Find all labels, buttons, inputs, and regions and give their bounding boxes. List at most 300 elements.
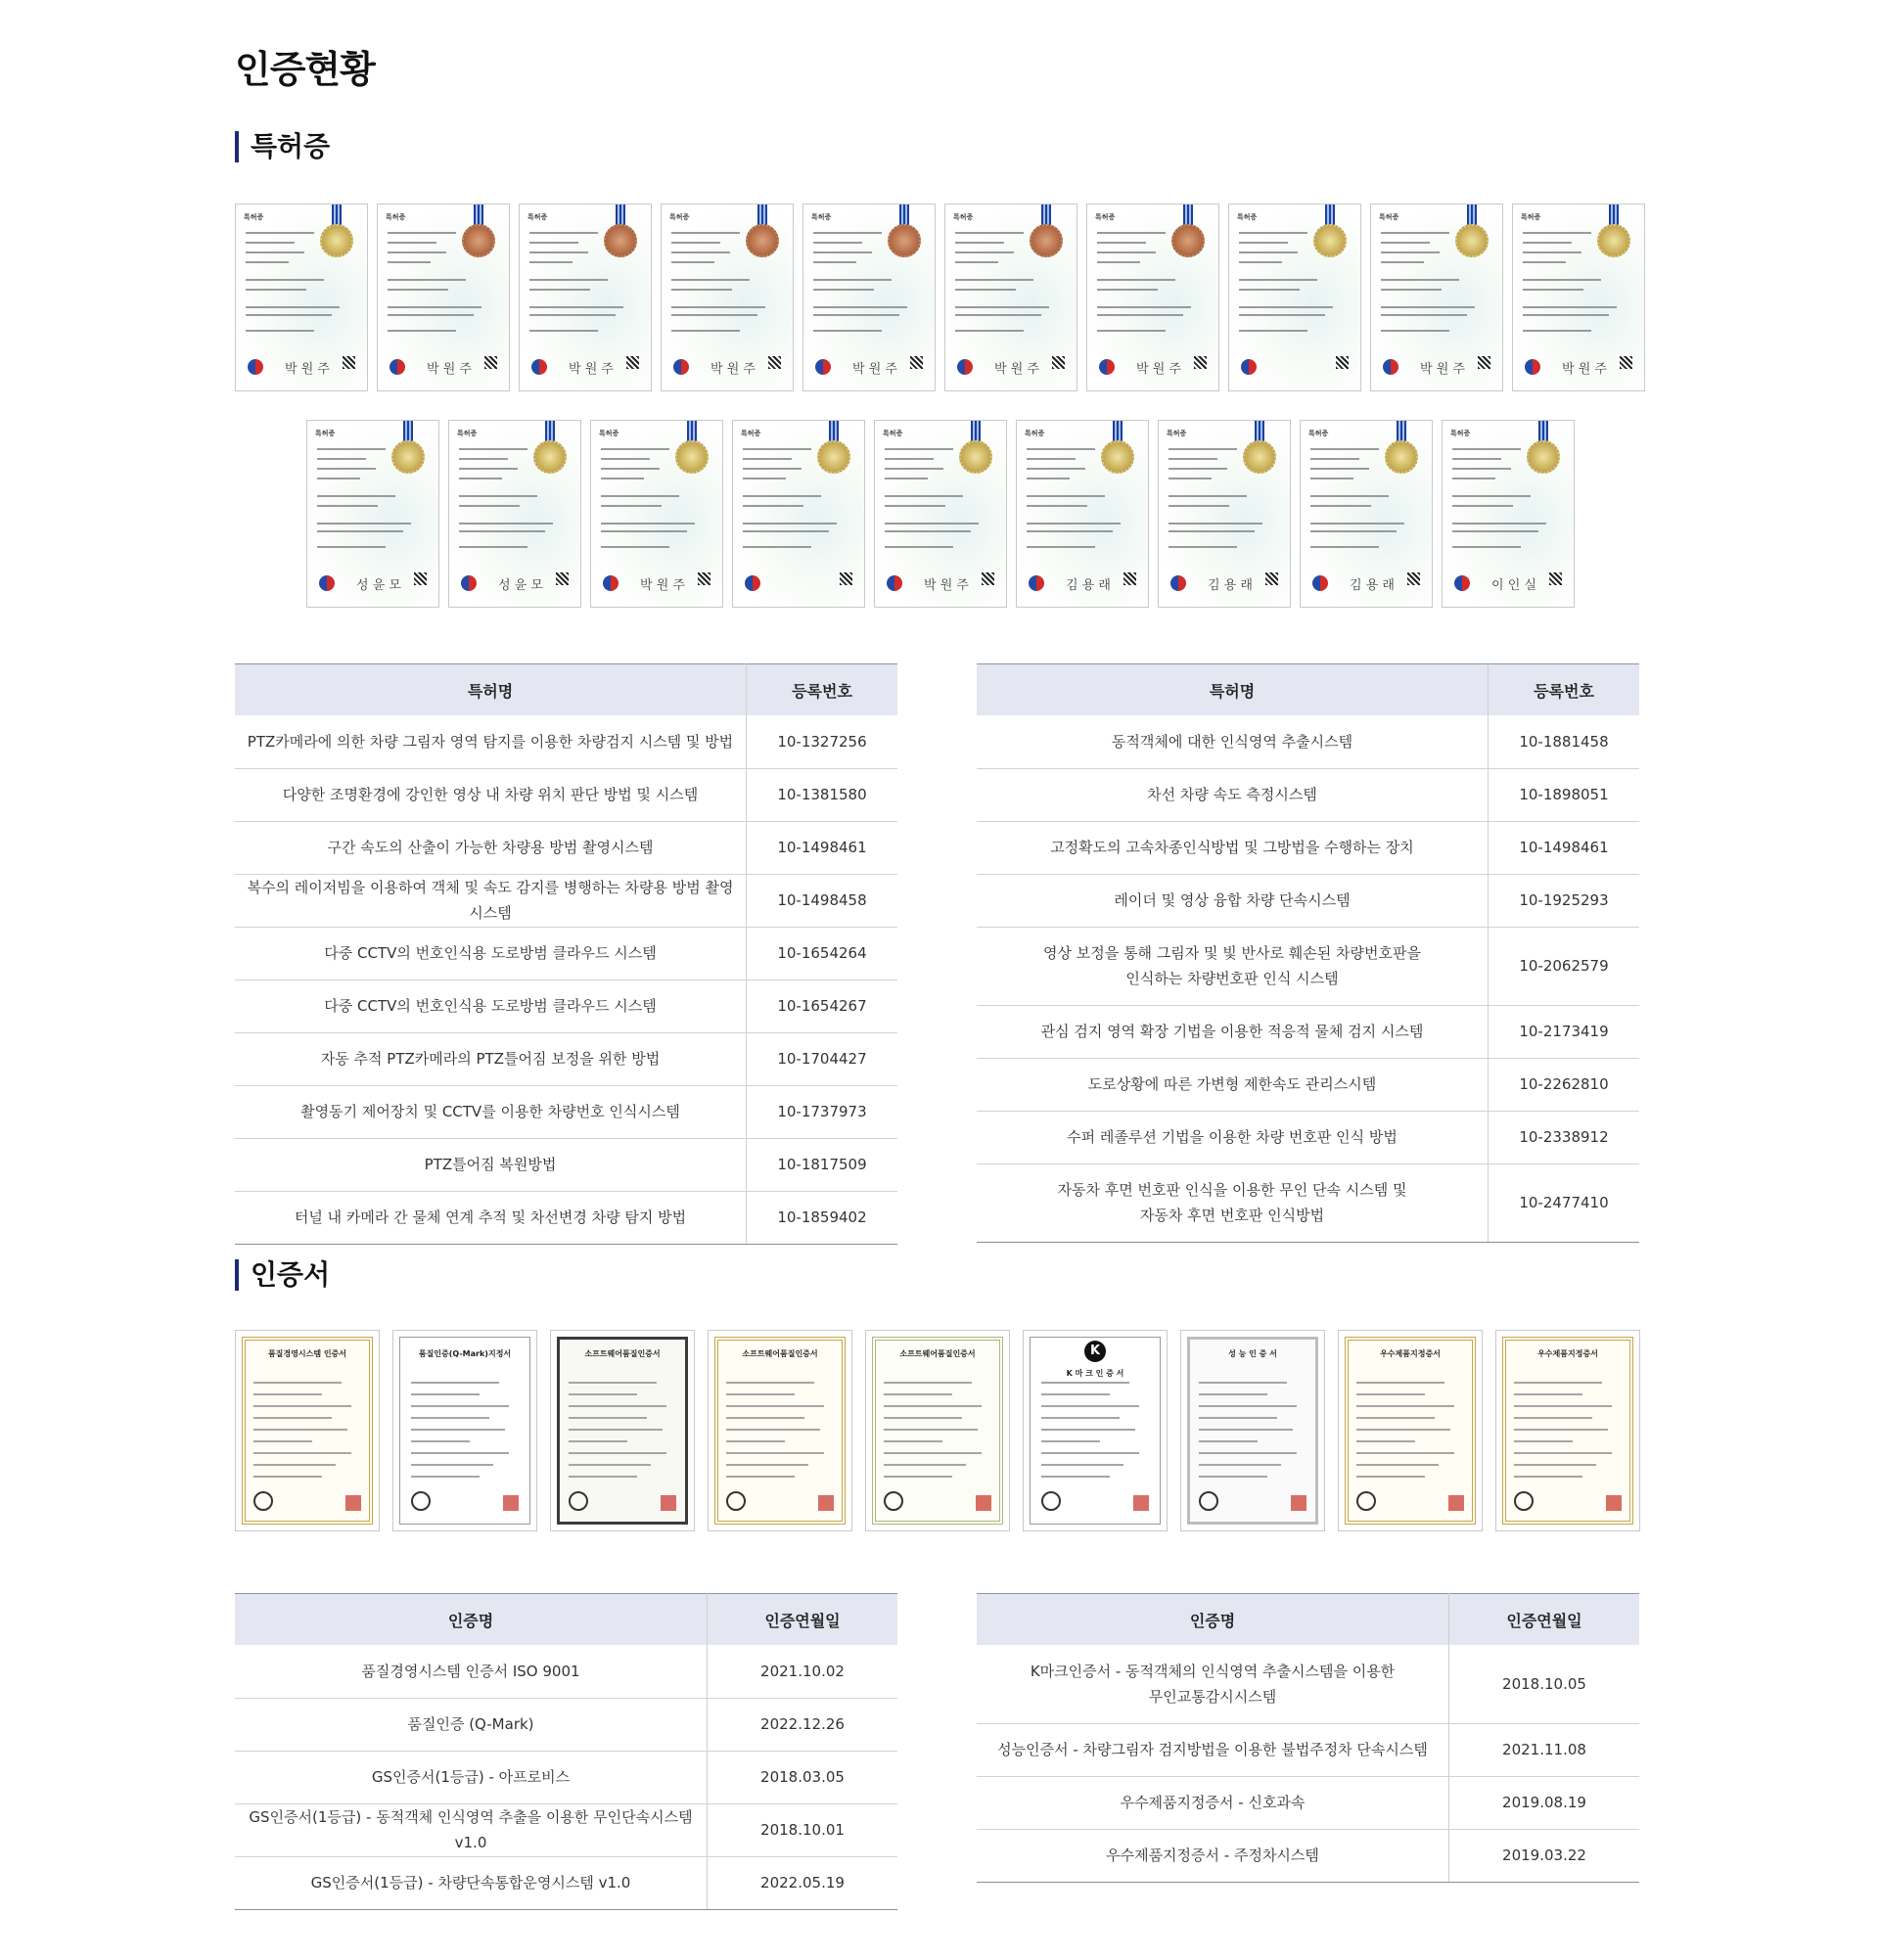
document-text-line <box>1169 495 1247 497</box>
medal-seal-icon <box>1101 440 1134 474</box>
document-text-line <box>726 1417 804 1419</box>
document-text-line <box>529 251 588 253</box>
document-text-line <box>601 458 650 460</box>
table-row <box>977 768 1639 821</box>
certificate-thumbnail-caption: 품질경영시스템 인증서 <box>267 1349 347 1358</box>
document-text-line <box>743 458 792 460</box>
patent-certificate-thumbnail[interactable] <box>944 204 1077 391</box>
patent-table-left <box>235 663 897 1245</box>
document-text-line <box>885 546 953 548</box>
document-text-line <box>726 1382 814 1384</box>
document-text-line <box>1041 1417 1120 1419</box>
qr-code-icon <box>484 356 497 369</box>
table-cell-name: 다중 CCTV의 번호인식용 도로방범 클라우드 시스템 <box>235 927 747 980</box>
certificates-section-title: 인증서 <box>235 1259 330 1291</box>
document-text-line <box>1356 1393 1425 1395</box>
table-cell-name: 레이더 및 영상 융합 차량 단속시스템 <box>977 874 1489 927</box>
patent-thumbnail-caption: 특허증 <box>457 430 478 437</box>
document-text-line <box>1027 530 1113 532</box>
document-text-line <box>1027 523 1121 524</box>
table-cell-name: PTZ카메라에 의한 차량 그림자 영역 탐지를 이용한 차량검지 시스템 및 방법 <box>235 715 747 768</box>
document-text-line <box>569 1464 651 1466</box>
document-text-line <box>601 448 669 450</box>
table-cell-name: GS인증서(1등급) - 차량단속통합운영시스템 v1.0 <box>235 1856 708 1909</box>
document-text-line <box>253 1417 332 1419</box>
document-text-line <box>884 1405 982 1407</box>
table-cell-value: 10-1498461 <box>1489 821 1640 874</box>
document-text-line <box>388 314 474 316</box>
qr-code-icon <box>1265 572 1278 585</box>
certificate-thumbnail[interactable] <box>235 1330 380 1531</box>
document-text-line <box>884 1429 978 1431</box>
certificate-thumbnail[interactable] <box>865 1330 1010 1531</box>
patents-section-title: 특허증 <box>235 131 330 162</box>
table-cell-name: 촬영동기 제어장치 및 CCTV를 이용한 차량번호 인식시스템 <box>235 1085 747 1138</box>
seal-icon <box>569 1491 588 1511</box>
qr-code-icon <box>698 572 710 585</box>
table-cell-name: 품질인증 (Q-Mark) <box>235 1698 708 1751</box>
table-cell-value: 10-1737973 <box>747 1085 898 1138</box>
document-text-line <box>253 1440 312 1442</box>
patent-certificate-thumbnail[interactable] <box>1300 420 1433 608</box>
document-text-line <box>1169 478 1212 479</box>
document-text-line <box>1169 448 1237 450</box>
medal-seal-icon <box>1171 224 1205 257</box>
document-text-line <box>246 314 332 316</box>
document-text-line <box>569 1393 637 1395</box>
patent-certificate-thumbnail[interactable] <box>661 204 794 391</box>
document-text-line <box>1452 448 1521 450</box>
document-text-line <box>529 306 623 308</box>
korea-emblem-icon <box>815 359 831 375</box>
document-text-line <box>1310 458 1359 460</box>
seal-icon <box>726 1491 746 1511</box>
patent-certificate-thumbnail[interactable] <box>377 204 510 391</box>
document-text-line <box>1523 314 1609 316</box>
table-cell-name: 성능인증서 - 차량그림자 검지방법을 이용한 불법주정차 단속시스템 <box>977 1723 1449 1776</box>
table-cell-value: 2019.08.19 <box>1449 1776 1640 1829</box>
document-text-line <box>1097 242 1146 244</box>
korea-emblem-icon <box>461 575 477 591</box>
document-text-line <box>1514 1452 1612 1454</box>
document-text-line <box>1239 279 1317 281</box>
document-text-line <box>1097 279 1175 281</box>
patent-certificate-thumbnail[interactable] <box>1158 420 1291 608</box>
document-text-line <box>1514 1405 1612 1407</box>
document-text-line <box>246 261 289 263</box>
document-text-line <box>1356 1440 1415 1442</box>
patent-thumbnail-caption: 특허증 <box>1379 213 1399 221</box>
patent-thumbnail-caption: 특허증 <box>741 430 761 437</box>
patent-name-header: 특허명 <box>977 664 1489 716</box>
patent-certificate-thumbnail[interactable] <box>802 204 936 391</box>
medal-seal-icon <box>1030 224 1063 257</box>
korea-emblem-icon <box>390 359 405 375</box>
patent-certificate-thumbnail[interactable] <box>1442 420 1575 608</box>
qr-code-icon <box>1194 356 1207 369</box>
table-cell-value: 2021.10.02 <box>708 1645 898 1698</box>
document-text-line <box>253 1429 347 1431</box>
document-text-line <box>813 314 899 316</box>
medal-seal-icon <box>1597 224 1630 257</box>
table-cell-value: 10-1498461 <box>747 821 898 874</box>
korea-emblem-icon <box>603 575 619 591</box>
qr-code-icon <box>910 356 923 369</box>
document-text-line <box>246 242 295 244</box>
certificate-thumbnail-caption: K 마 크 인 증 서 <box>1066 1369 1124 1378</box>
document-text-line <box>1381 261 1424 263</box>
document-text-line <box>743 546 811 548</box>
table-cell-name: 다양한 조명환경에 강인한 영상 내 차량 위치 판단 방법 및 시스템 <box>235 768 747 821</box>
document-text-line <box>726 1405 824 1407</box>
document-text-line <box>884 1393 952 1395</box>
document-text-line <box>569 1405 666 1407</box>
document-text-line <box>1452 495 1531 497</box>
document-text-line <box>1199 1405 1297 1407</box>
document-text-line <box>253 1452 351 1454</box>
document-text-line <box>1356 1429 1450 1431</box>
qr-code-icon <box>556 572 569 585</box>
document-text-line <box>1514 1393 1582 1395</box>
document-text-line <box>671 289 732 291</box>
medal-seal-icon <box>817 440 850 474</box>
certificate-thumbnail[interactable] <box>708 1330 852 1531</box>
official-stamp-icon <box>661 1495 676 1511</box>
table-cell-name: 영상 보정을 통해 그림자 및 빛 반사로 훼손된 차량번호판을 인식하는 차량번호판 인식 시스템 <box>977 927 1489 1005</box>
document-text-line <box>1097 314 1183 316</box>
table-cell-name: 고정확도의 고속차종인식방법 및 그방법을 수행하는 장치 <box>977 821 1489 874</box>
document-text-line <box>955 279 1033 281</box>
document-text-line <box>1310 505 1371 507</box>
document-text-line <box>955 242 1004 244</box>
medal-seal-icon <box>746 224 779 257</box>
official-stamp-icon <box>503 1495 519 1511</box>
document-text-line <box>955 261 998 263</box>
document-text-line <box>459 495 537 497</box>
seal-icon <box>1199 1491 1218 1511</box>
table-cell-value: 10-1817509 <box>747 1138 898 1191</box>
document-text-line <box>529 330 598 332</box>
certificate-thumbnail-caption: 소프트웨어품질인증서 <box>742 1349 818 1358</box>
document-text-line <box>529 289 590 291</box>
korea-emblem-icon <box>248 359 263 375</box>
table-row <box>977 715 1639 768</box>
patent-number-header: 등록번호 <box>747 664 898 716</box>
table-row <box>977 1111 1639 1163</box>
certificate-thumbnail[interactable] <box>1495 1330 1640 1531</box>
document-text-line <box>601 505 662 507</box>
document-text-line <box>1239 261 1282 263</box>
table-cell-value: 10-1381580 <box>747 768 898 821</box>
document-text-line <box>569 1429 663 1431</box>
signature: 박 원 주 <box>1562 362 1607 377</box>
document-text-line <box>1356 1382 1444 1384</box>
document-text-line <box>813 306 907 308</box>
document-text-line <box>1169 468 1227 470</box>
document-text-line <box>1523 279 1601 281</box>
document-text-line <box>246 232 314 234</box>
patent-certificate-thumbnail[interactable] <box>1228 204 1361 391</box>
document-text-line <box>813 232 882 234</box>
korea-emblem-icon <box>887 575 902 591</box>
patent-certificate-thumbnail[interactable] <box>235 204 368 391</box>
certificate-thumbnail[interactable] <box>1180 1330 1325 1531</box>
document-text-line <box>1199 1429 1293 1431</box>
document-text-line <box>1381 242 1430 244</box>
document-text-line <box>411 1393 480 1395</box>
document-text-line <box>317 478 360 479</box>
document-text-line <box>726 1476 795 1478</box>
korea-emblem-icon <box>319 575 335 591</box>
document-text-line <box>885 495 963 497</box>
patent-thumbnail-caption: 특허증 <box>1167 430 1187 437</box>
patent-certificate-thumbnail[interactable] <box>519 204 652 391</box>
qr-code-icon <box>1620 356 1632 369</box>
document-text-line <box>1097 330 1166 332</box>
table-cell-value: 2022.05.19 <box>708 1856 898 1909</box>
document-text-line <box>1514 1476 1582 1478</box>
medal-seal-icon <box>604 224 637 257</box>
document-text-line <box>253 1405 351 1407</box>
table-row <box>977 1058 1639 1111</box>
document-text-line <box>743 468 802 470</box>
signature: 김 용 래 <box>1066 578 1111 593</box>
table-cell-value: 10-1881458 <box>1489 715 1640 768</box>
patent-certificate-thumbnail[interactable] <box>1370 204 1503 391</box>
table-row <box>235 1698 897 1751</box>
qr-code-icon <box>1123 572 1136 585</box>
medal-seal-icon <box>1527 440 1560 474</box>
document-text-line <box>1452 523 1546 524</box>
signature: 박 원 주 <box>1420 362 1465 377</box>
table-cell-value: 10-1704427 <box>747 1032 898 1085</box>
document-text-line <box>388 289 448 291</box>
patent-thumbnail-caption: 특허증 <box>386 213 406 221</box>
signature: 이 인 실 <box>1491 578 1536 593</box>
table-cell-value: 10-1859402 <box>747 1191 898 1244</box>
table-cell-name: 동적객체에 대한 인식영역 추출시스템 <box>977 715 1489 768</box>
document-text-line <box>601 478 644 479</box>
document-text-line <box>388 279 466 281</box>
qr-code-icon <box>1052 356 1065 369</box>
document-text-line <box>411 1382 499 1384</box>
table-row <box>235 1032 897 1085</box>
document-text-line <box>1523 306 1617 308</box>
document-text-line <box>1239 314 1325 316</box>
patent-certificate-thumbnail[interactable] <box>874 420 1007 608</box>
document-text-line <box>671 306 765 308</box>
patent-thumbnail-caption: 특허증 <box>1308 430 1329 437</box>
document-text-line <box>671 242 720 244</box>
patent-certificate-thumbnail[interactable] <box>1016 420 1149 608</box>
official-stamp-icon <box>818 1495 834 1511</box>
document-text-line <box>388 232 456 234</box>
document-text-line <box>411 1464 493 1466</box>
table-row <box>235 980 897 1032</box>
signature: 성 윤 모 <box>356 578 401 593</box>
table-cell-name: PTZ틀어짐 복원방법 <box>235 1138 747 1191</box>
patent-thumbnail-caption: 특허증 <box>1095 213 1116 221</box>
qr-code-icon <box>982 572 994 585</box>
table-row <box>235 715 897 768</box>
document-text-line <box>1452 530 1538 532</box>
patent-certificate-thumbnail[interactable] <box>1086 204 1219 391</box>
signature: 김 용 래 <box>1208 578 1253 593</box>
document-text-line <box>813 279 892 281</box>
document-text-line <box>1381 251 1440 253</box>
patent-certificate-thumbnail[interactable] <box>732 420 865 608</box>
table-cell-name: 우수제품지정증서 - 주정차시스템 <box>977 1829 1449 1882</box>
document-text-line <box>1239 289 1300 291</box>
document-text-line <box>1381 314 1467 316</box>
document-text-line <box>411 1429 505 1431</box>
document-text-line <box>459 546 527 548</box>
certificate-name-header: 인증명 <box>235 1594 708 1646</box>
certificate-thumbnail[interactable] <box>392 1330 537 1531</box>
medal-seal-icon <box>533 440 567 474</box>
document-text-line <box>1356 1452 1454 1454</box>
table-cell-value: 10-2262810 <box>1489 1058 1640 1111</box>
medal-seal-icon <box>888 224 921 257</box>
document-text-line <box>1514 1429 1608 1431</box>
qr-code-icon <box>768 356 781 369</box>
signature: 박 원 주 <box>852 362 897 377</box>
certificate-thumbnail[interactable] <box>550 1330 695 1531</box>
table-row <box>235 1803 897 1856</box>
qr-code-icon <box>343 356 355 369</box>
document-text-line <box>813 289 874 291</box>
table-cell-value: 10-1498458 <box>747 874 898 927</box>
table-cell-name: GS인증서(1등급) - 아프로비스 <box>235 1751 708 1803</box>
document-text-line <box>885 448 953 450</box>
document-text-line <box>743 448 811 450</box>
document-text-line <box>253 1476 322 1478</box>
table-row <box>977 1723 1639 1776</box>
document-text-line <box>671 330 740 332</box>
document-text-line <box>1310 546 1379 548</box>
qr-code-icon <box>626 356 639 369</box>
official-stamp-icon <box>1133 1495 1149 1511</box>
table-cell-name: 다중 CCTV의 번호인식용 도로방범 클라우드 시스템 <box>235 980 747 1032</box>
table-row <box>977 1645 1639 1723</box>
document-text-line <box>743 523 837 524</box>
document-text-line <box>1027 448 1095 450</box>
patent-thumbnail-row-2 <box>306 420 1575 608</box>
korea-emblem-icon <box>745 575 760 591</box>
official-stamp-icon <box>1291 1495 1306 1511</box>
document-text-line <box>411 1452 509 1454</box>
document-text-line <box>529 261 573 263</box>
document-text-line <box>459 530 545 532</box>
qr-code-icon <box>1478 356 1490 369</box>
document-text-line <box>1169 530 1255 532</box>
certificate-thumbnail-caption: 성 능 인 증 서 <box>1228 1349 1277 1358</box>
document-text-line <box>1169 523 1262 524</box>
document-text-line <box>1041 1476 1110 1478</box>
document-text-line <box>317 448 386 450</box>
certificate-thumbnail[interactable] <box>1023 1330 1168 1531</box>
patent-certificate-thumbnail[interactable] <box>590 420 723 608</box>
document-text-line <box>253 1464 336 1466</box>
korea-emblem-icon <box>1312 575 1328 591</box>
document-text-line <box>726 1464 808 1466</box>
certificate-table-left <box>235 1593 897 1910</box>
patent-certificate-thumbnail[interactable] <box>448 420 581 608</box>
table-row <box>977 874 1639 927</box>
table-row <box>235 768 897 821</box>
table-cell-value: 2018.03.05 <box>708 1751 898 1803</box>
certificate-thumbnail-caption: 우수제품지정증서 <box>1537 1349 1598 1358</box>
patent-thumbnail-caption: 특허증 <box>527 213 548 221</box>
document-text-line <box>317 546 386 548</box>
patent-certificate-thumbnail[interactable] <box>306 420 439 608</box>
signature: 박 원 주 <box>1136 362 1181 377</box>
document-text-line <box>1199 1476 1267 1478</box>
document-text-line <box>317 468 376 470</box>
document-text-line <box>1239 251 1298 253</box>
table-row <box>235 927 897 980</box>
document-text-line <box>1381 232 1449 234</box>
table-row <box>235 1138 897 1191</box>
official-stamp-icon <box>345 1495 361 1511</box>
patent-name-header: 특허명 <box>235 664 747 716</box>
document-text-line <box>1239 306 1333 308</box>
table-cell-name: 터널 내 카메라 간 물체 연계 추적 및 차선변경 차량 탐지 방법 <box>235 1191 747 1244</box>
document-text-line <box>1523 251 1581 253</box>
document-text-line <box>246 330 314 332</box>
patent-thumbnail-caption: 특허증 <box>1450 430 1471 437</box>
document-text-line <box>1310 523 1404 524</box>
seal-icon <box>411 1491 431 1511</box>
patent-thumbnail-caption: 특허증 <box>953 213 974 221</box>
patent-thumbnail-caption: 특허증 <box>669 213 690 221</box>
document-text-line <box>411 1476 480 1478</box>
document-text-line <box>459 468 518 470</box>
patent-thumbnail-row-1 <box>235 204 1645 391</box>
document-text-line <box>253 1393 322 1395</box>
document-text-line <box>459 505 520 507</box>
patent-certificate-thumbnail[interactable] <box>1512 204 1645 391</box>
table-row <box>235 821 897 874</box>
medal-seal-icon <box>675 440 709 474</box>
document-text-line <box>317 530 403 532</box>
document-text-line <box>1169 546 1237 548</box>
table-cell-value: 10-2477410 <box>1489 1163 1640 1242</box>
document-text-line <box>726 1393 795 1395</box>
certificate-thumbnail-row <box>235 1330 1640 1531</box>
qr-code-icon <box>1407 572 1420 585</box>
signature: 박 원 주 <box>285 362 330 377</box>
document-text-line <box>743 505 803 507</box>
page-title: 인증현황 <box>235 48 375 91</box>
document-text-line <box>1381 279 1459 281</box>
document-text-line <box>884 1417 962 1419</box>
signature: 박 원 주 <box>569 362 614 377</box>
document-text-line <box>1097 289 1158 291</box>
certificate-name-header: 인증명 <box>977 1594 1449 1646</box>
certificate-thumbnail-caption: 품질인증(Q-Mark)지정서 <box>418 1349 512 1358</box>
korea-emblem-icon <box>1383 359 1398 375</box>
table-row <box>977 1005 1639 1058</box>
seal-icon <box>1356 1491 1376 1511</box>
patent-thumbnail-caption: 특허증 <box>1237 213 1258 221</box>
certificate-thumbnail[interactable] <box>1338 1330 1483 1531</box>
table-cell-value: 10-2338912 <box>1489 1111 1640 1163</box>
table-cell-value: 10-2062579 <box>1489 927 1640 1005</box>
document-text-line <box>671 279 750 281</box>
patent-thumbnail-caption: 특허증 <box>315 430 336 437</box>
document-text-line <box>1041 1452 1139 1454</box>
